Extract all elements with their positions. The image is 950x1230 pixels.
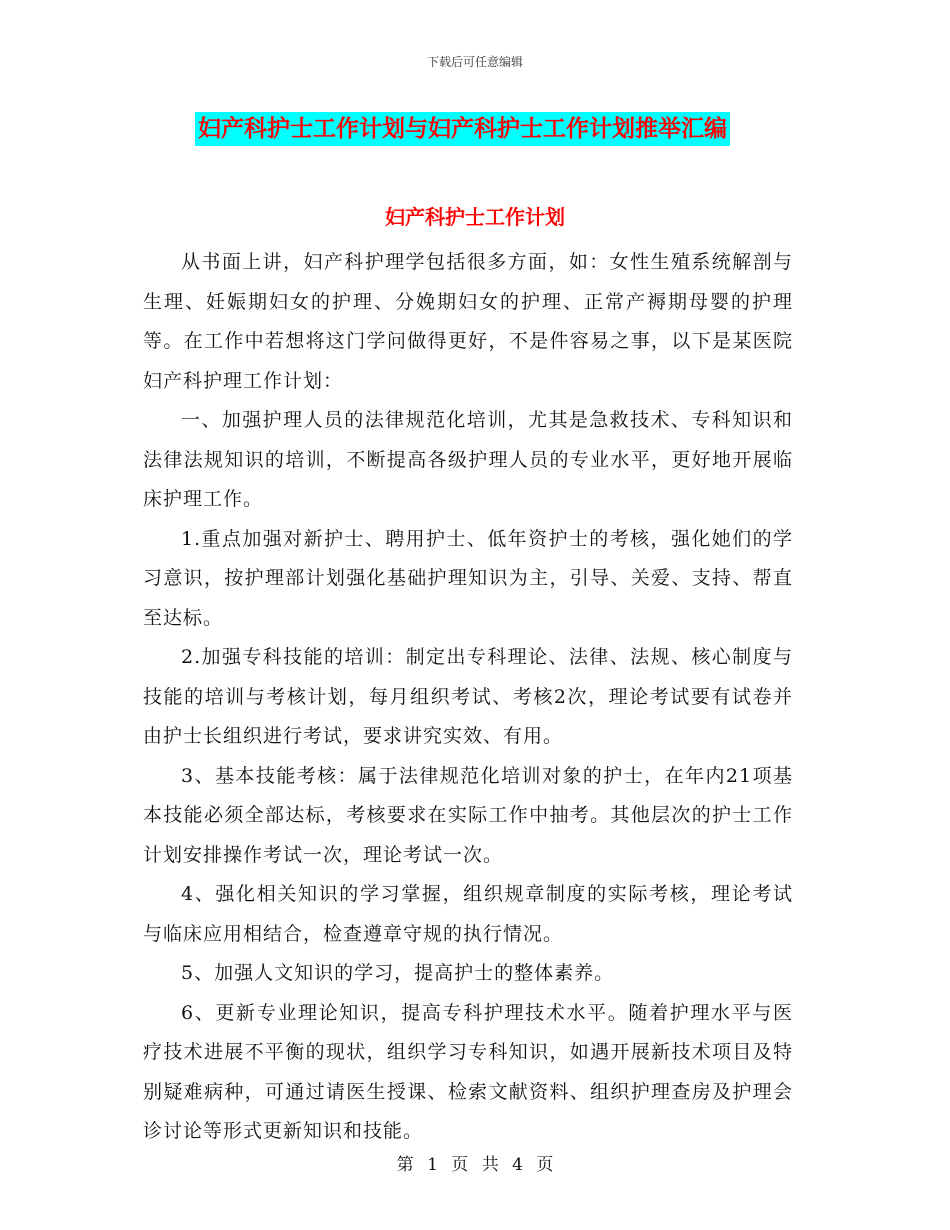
page-number-footer: 第 1 页 共 4 页 (396, 1155, 554, 1175)
document-title: 妇产科护士工作计划与妇产科护士工作计划推举汇编 (195, 112, 730, 146)
paragraph: 从书面上讲，妇产科护理学包括很多方面，如：女性生殖系统解剖与生理、妊娠期妇女的护理、分娩期妇女的护理、正常产褥期母婴的护理等。在工作中若想将这门学问做得更好，不是件容易之事，以下是某医院妇产科护理工作计划： (143, 251, 793, 392)
section-title: 妇产科护士工作计划 (385, 205, 565, 229)
document-body (143, 243, 793, 1152)
paragraph: 6、更新专业理论知识，提高专科护理技术水平。随着护理水平与医疗技术进展不平衡的现状，组织学习专科知识，如遇开展新技术项目及特别疑难病种，可通过请医生授课、检索文献资料、组织护理查房及护理会诊讨论等形式更新知识和技能。 (143, 1001, 793, 1142)
paragraph: 5、加强人文知识的学习，提高护士的整体素养。 (181, 962, 615, 984)
paragraph: 3、基本技能考核：属于法律规范化培训对象的护士，在年内21项基本技能必须全部达标，考核要求在实际工作中抽考。其他层次的护士工作计划安排操作考试一次，理论考试一次。 (143, 764, 793, 866)
paragraph: 1.重点加强对新护士、聘用护士、低年资护士的考核，强化她们的学习意识，按护理部计划强化基础护理知识为主，引导、关爱、支持、帮直至达标。 (143, 527, 793, 629)
paragraph: 2.加强专科技能的培训：制定出专科理论、法律、法规、核心制度与技能的培训与考核计划，每月组织考试、考核2次，理论考试要有试卷并由护士长组织进行考试，要求讲究实效、有用。 (143, 646, 793, 747)
paragraph: 一、加强护理人员的法律规范化培训，尤其是急救技术、专科知识和法律法规知识的培训，不断提高各级护理人员的专业水平，更好地开展临床护理工作。 (143, 409, 793, 510)
paragraph: 4、强化相关知识的学习掌握，组织规章制度的实际考核，理论考试与临床应用相结合，检查遵章守规的执行情况。 (143, 883, 793, 945)
page-header-note: 下载后可任意编辑 (426, 55, 523, 69)
